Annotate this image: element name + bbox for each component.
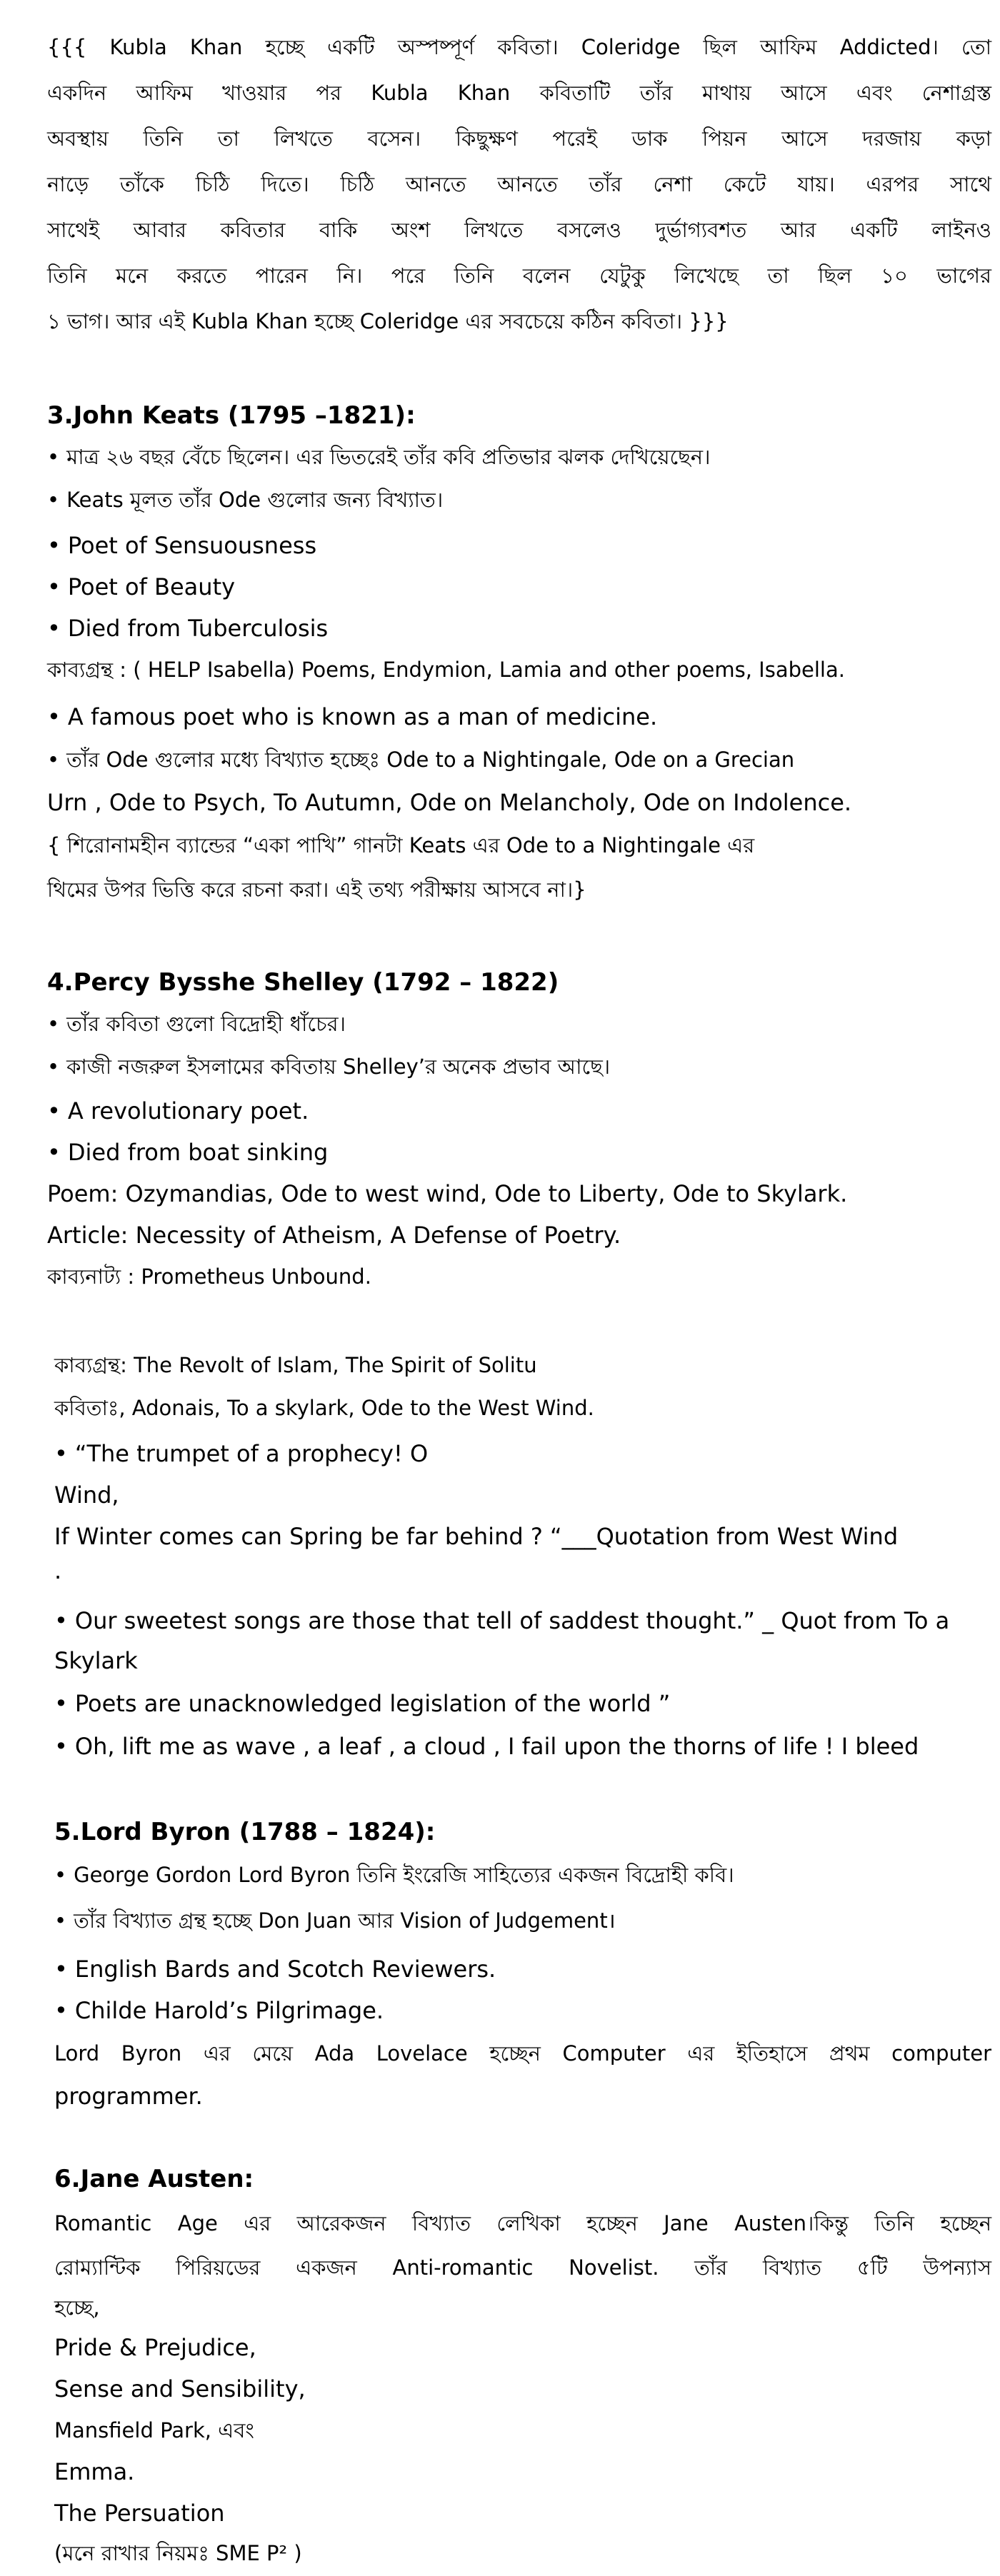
shelley-kabyagrantha-line: কাব্যগ্রন্থ: The Revolt of Islam, The Spirit of Solitu — [54, 1353, 537, 1377]
bullet-item: • Poet of Beauty — [47, 573, 235, 601]
austen-paragraph-line-2: রোম্যান্টিক পিরিয়ডের একজন Anti-romantic Novelist. তাঁর বিখ্যাত ৫টি উপন্যাস — [54, 2255, 991, 2280]
intro-line-1: {{{ Kubla Khan হচ্ছে একটি অস্পষ্পূর্ণ কবিতা। Coleridge ছিল আফিম Addicted। তো — [47, 35, 991, 59]
bullet-item: • মাত্র ২৬ বছর বেঁচে ছিলেন। এর ভিতরেই তাঁর কবি প্রতিভার ঝলক দেখিয়েছেন। — [47, 443, 710, 471]
section-heading: 3.John Keats (1795 –1821): — [47, 401, 416, 430]
quote-continuation: If Winter comes can Spring be far behind ? “___Quotation from West Wind — [54, 1523, 899, 1550]
bullet-continuation: Urn , Ode to Psych, To Autumn, Ode on Melancholy, Ode on Indolence. — [47, 789, 852, 816]
bullet-item: • Died from Tuberculosis — [47, 614, 328, 643]
section-heading: 6.Jane Austen: — [54, 2165, 254, 2193]
bullet-item: • তাঁর বিখ্যাত গ্রন্থ হচ্ছে Don Juan আর Vision of Judgement। — [54, 1906, 616, 1935]
shelley-kobita-line: কবিতাঃ, Adonais, To a skylark, Ode to the West Wind. — [54, 1396, 594, 1420]
novel-item: Pride & Prejudice, — [54, 2334, 256, 2361]
quote-continuation: . — [54, 1557, 62, 1584]
section-heading: 5.Lord Byron (1788 – 1824): — [54, 1818, 436, 1846]
bullet-item: • Keats মূলত তাঁর Ode গুলোর জন্য বিখ্যাত। — [47, 485, 443, 514]
shelley-poem-line: Poem: Ozymandias, Ode to west wind, Ode to Liberty, Ode to Skylark. — [47, 1180, 848, 1207]
quote-item: • Oh, lift me as wave , a leaf , a cloud , I fail upon the thorns of life ! I bleed — [54, 1732, 919, 1761]
novel-item: Mansfield Park, এবং — [54, 2418, 254, 2442]
bullet-item: • তাঁর Ode গুলোর মধ্যে বিখ্যাত হচ্ছেঃ Ode to a Nightingale, Ode on a Grecian — [47, 745, 794, 774]
shelley-article-line: Article: Necessity of Atheism, A Defense of Poetry. — [47, 1222, 621, 1249]
bullet-item: • George Gordon Lord Byron তিনি ইংরেজি সাহিত্যের একজন বিদ্রোহী কবি। — [54, 1861, 734, 1889]
quote-item: • Our sweetest songs are those that tell of saddest thought.” _ Quot from To a — [54, 1606, 949, 1635]
keats-note-line-2: থিমের উপর ভিত্তি করে রচনা করা। এই তথ্য পরীক্ষায় আসবে না।} — [47, 877, 586, 902]
bullet-item: • Died from boat sinking — [47, 1138, 328, 1167]
byron-paragraph-line-2: programmer. — [54, 2083, 203, 2110]
bullet-item: • A famous poet who is known as a man of medicine. — [47, 703, 657, 731]
bullet-item: • কাজী নজরুল ইসলামের কবিতায় Shelley’র অনেক প্রভাব আছে। — [47, 1052, 610, 1081]
byron-paragraph-line-1: Lord Byron এর মেয়ে Ada Lovelace হচ্ছেন Computer এর ইতিহাসে প্রথম computer — [54, 2041, 991, 2066]
intro-line-5: সাথেই আবার কবিতার বাকি অংশ লিখতে বসলেও দুর্ভাগ্যবশত আর একটি লাইনও — [47, 218, 991, 242]
austen-paragraph-line-1: Romantic Age এর আরেকজন বিখ্যাত লেখিকা হচ্ছেন Jane Austen।কিন্তু তিনি হচ্ছেন — [54, 2211, 991, 2235]
quote-item: • Poets are unacknowledged legislation of the world ” — [54, 1689, 670, 1718]
quote-continuation: Wind, — [54, 1481, 119, 1509]
keats-note-line-1: { শিরোনামহীন ব্যান্ডের “একা পাখি” গানটা Keats এর Ode to a Nightingale এর — [47, 833, 755, 857]
bullet-item: • Poet of Sensuousness — [47, 531, 316, 560]
novel-item: Sense and Sensibility, — [54, 2375, 306, 2403]
quote-item: • “The trumpet of a prophecy! O — [54, 1439, 428, 1468]
novel-item: Emma. — [54, 2458, 135, 2485]
intro-line-3: অবস্থায় তিনি তা লিখতে বসেন। কিছুক্ষণ পরেই ডাক পিয়ন আসে দরজায় কড়া — [47, 126, 991, 151]
quote-continuation: Skylark — [54, 1647, 138, 1674]
keats-works-line: কাব্যগ্রন্থ : ( HELP Isabella) Poems, Endymion, Lamia and other poems, Isabella. — [47, 658, 845, 682]
section-heading: 4.Percy Bysshe Shelley (1792 – 1822) — [47, 968, 559, 997]
intro-line-2: একদিন আফিম খাওয়ার পর Kubla Khan কবিতাটি তাঁর মাথায় আসে এবং নেশাগ্রস্ত — [47, 81, 991, 105]
intro-line-7: ১ ভাগ। আর এই Kubla Khan হচ্ছে Coleridge এর সবচেয়ে কঠিন কবিতা। }}} — [47, 309, 729, 333]
bullet-item: • Childe Harold’s Pilgrimage. — [54, 1996, 384, 2025]
shelley-drama-line: কাব্যনাট্য : Prometheus Unbound. — [47, 1264, 371, 1289]
austen-mnemonic: (মনে রাখার নিয়মঃ SME P² ) — [54, 2541, 302, 2565]
austen-paragraph-line-3: হচ্ছে, — [54, 2295, 100, 2320]
intro-line-4: নাড়ে তাঁকে চিঠি দিতে। চিঠি আনতে আনতে তাঁর নেশা কেটে যায়। এরপর সাথে — [47, 172, 991, 196]
bullet-item: • English Bards and Scotch Reviewers. — [54, 1955, 496, 1983]
bullet-item: • A revolutionary poet. — [47, 1097, 309, 1125]
novel-item: The Persuation — [54, 2500, 225, 2527]
intro-line-6: তিনি মনে করতে পারেন নি। পরে তিনি বলেন যেটুকু লিখেছে তা ছিল ১০ ভাগের — [47, 263, 991, 288]
bullet-item: • তাঁর কবিতা গুলো বিদ্রোহী ধাঁচের। — [47, 1010, 346, 1038]
